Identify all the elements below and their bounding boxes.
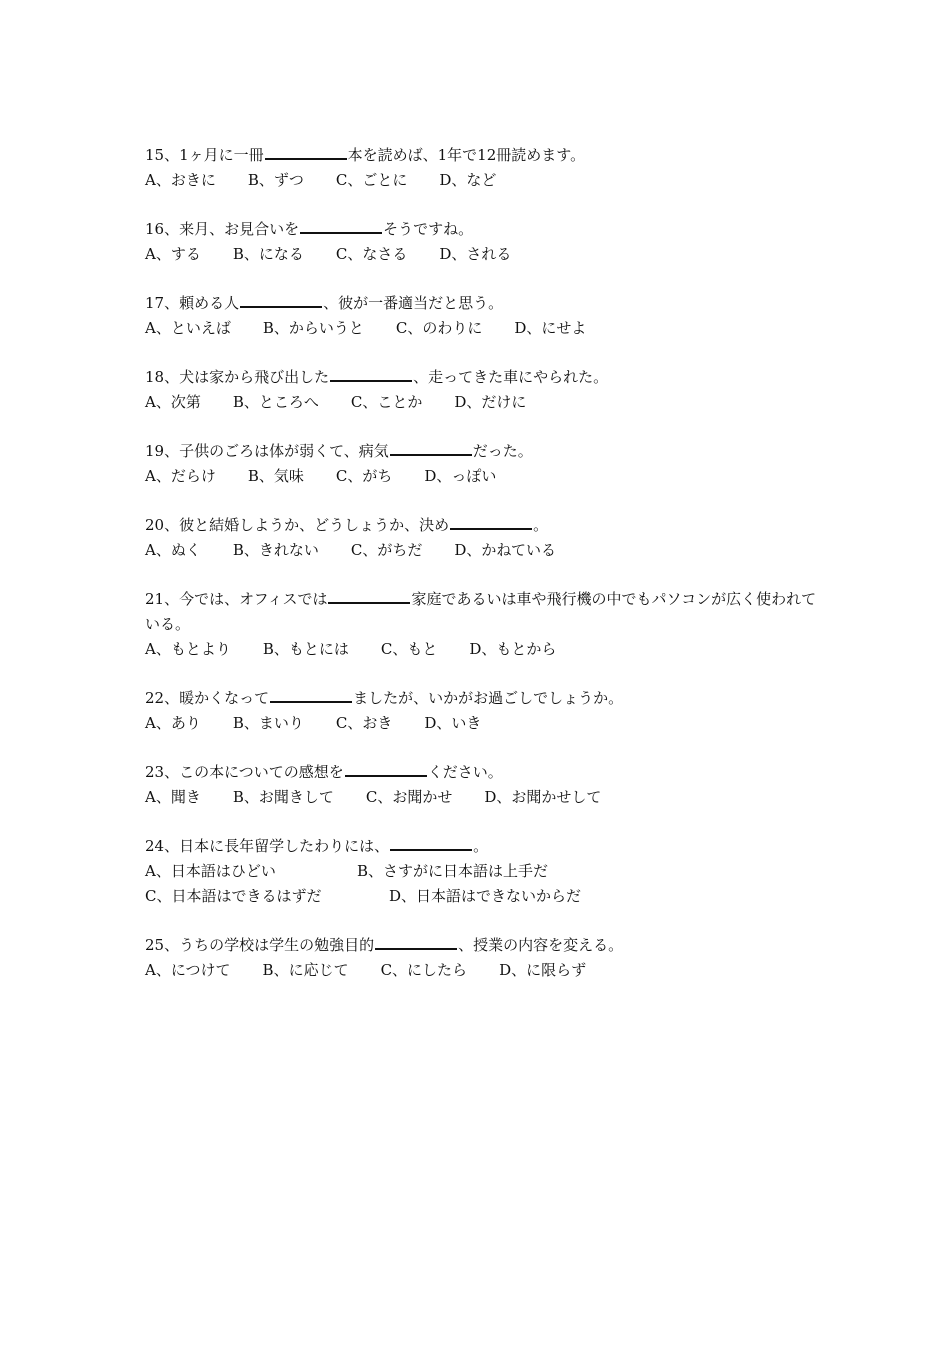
option-b: B、きれない xyxy=(232,541,319,559)
question-stem xyxy=(145,143,825,168)
stem-before: 25、うちの学校は学生の勉強目的 xyxy=(145,936,375,954)
question-stem xyxy=(145,760,825,785)
option-b: B、もとには xyxy=(262,640,349,658)
options-row xyxy=(145,538,825,563)
option-a: A、につけて xyxy=(145,961,231,979)
stem-before: 16、来月、お見合いを xyxy=(145,220,300,238)
answer-blank xyxy=(328,589,410,604)
answer-blank xyxy=(270,688,352,703)
question-stem xyxy=(145,587,825,637)
stem-after: ください。 xyxy=(427,763,503,781)
option-a: A、もとより xyxy=(145,640,231,658)
options-row xyxy=(145,637,825,662)
answer-blank xyxy=(300,219,382,234)
question-stem xyxy=(145,217,825,242)
answer-blank xyxy=(265,145,347,160)
question-stem xyxy=(145,933,825,958)
question-17 xyxy=(145,291,825,341)
stem-before: 24、日本に長年留学したわりには、 xyxy=(145,837,390,855)
question-stem xyxy=(145,439,825,464)
stem-after: 。 xyxy=(473,837,489,855)
option-b: B、気味 xyxy=(247,467,304,485)
question-23 xyxy=(145,760,825,810)
option-a: A、だらけ xyxy=(145,467,216,485)
stem-after: 、授業の内容を変える。 xyxy=(458,936,624,954)
option-c: C、なさる xyxy=(335,245,408,263)
stem-after: だった。 xyxy=(472,442,533,460)
options-row xyxy=(145,859,825,884)
option-c: C、ことか xyxy=(350,393,423,411)
option-a: A、といえば xyxy=(145,319,231,337)
question-25 xyxy=(145,933,825,983)
option-c: C、がち xyxy=(335,467,393,485)
option-d: D、っぽい xyxy=(424,467,497,485)
option-d: D、される xyxy=(439,245,512,263)
option-d: D、もとから xyxy=(469,640,557,658)
question-24 xyxy=(145,834,825,909)
stem-before: 18、犬は家から飛び出した xyxy=(145,368,330,386)
option-c: C、のわりに xyxy=(395,319,483,337)
answer-blank xyxy=(330,367,412,382)
answer-blank xyxy=(345,762,427,777)
stem-after: そうですね。 xyxy=(383,220,474,238)
stem-before: 20、彼と結婚しようか、どうしょうか、決め xyxy=(145,516,450,534)
options-row xyxy=(145,958,825,983)
stem-after: 家庭であるいは車や飛行機の中でもパソコンが広く使われている。 xyxy=(145,590,817,633)
question-15 xyxy=(145,143,825,193)
options-row xyxy=(145,390,825,415)
options-row xyxy=(145,242,825,267)
option-c: C、お聞かせ xyxy=(365,788,453,806)
answer-blank xyxy=(450,515,532,530)
options-row xyxy=(145,711,825,736)
options-row xyxy=(145,464,825,489)
options-row xyxy=(145,316,825,341)
option-a: A、あり xyxy=(145,714,201,732)
stem-after: ましたが、いかがお過ごしでしょうか。 xyxy=(353,689,624,707)
option-d: D、など xyxy=(439,171,497,189)
stem-before: 22、暖かくなって xyxy=(145,689,270,707)
option-a: A、おきに xyxy=(145,171,216,189)
option-c: C、がちだ xyxy=(350,541,423,559)
option-a: A、日本語はひどい xyxy=(145,862,276,880)
stem-after: 本を読めば、1年で12冊読めます。 xyxy=(347,146,586,164)
option-b: B、ずつ xyxy=(247,171,304,189)
options-row xyxy=(145,884,825,909)
option-a: A、次第 xyxy=(145,393,201,411)
option-b: B、さすがに日本語は上手だ xyxy=(357,862,549,880)
stem-before: 21、今では、オフィスでは xyxy=(145,590,328,608)
option-c: C、にしたら xyxy=(380,961,468,979)
option-c: C、もと xyxy=(380,640,438,658)
stem-after: 、彼が一番適当だと思う。 xyxy=(323,294,504,312)
answer-blank xyxy=(390,836,472,851)
option-c: C、日本語はできるはずだ xyxy=(145,887,322,905)
question-22 xyxy=(145,686,825,736)
option-d: D、いき xyxy=(424,714,482,732)
stem-before: 17、頼める人 xyxy=(145,294,240,312)
option-b: B、ところへ xyxy=(232,393,319,411)
option-c: C、ごとに xyxy=(335,171,408,189)
options-row xyxy=(145,785,825,810)
answer-blank xyxy=(240,293,322,308)
question-21 xyxy=(145,587,825,662)
option-b: B、からいうと xyxy=(262,319,364,337)
option-d: D、お聞かせして xyxy=(484,788,602,806)
stem-before: 19、子供のごろは体が弱くて、病気 xyxy=(145,442,389,460)
option-c: C、おき xyxy=(335,714,393,732)
question-20 xyxy=(145,513,825,563)
stem-after: 。 xyxy=(533,516,549,534)
stem-before: 23、この本についての感想を xyxy=(145,763,344,781)
stem-before: 15、1ヶ月に一冊 xyxy=(145,146,264,164)
option-b: B、に応じて xyxy=(262,961,349,979)
option-d: D、かねている xyxy=(454,541,557,559)
option-a: A、する xyxy=(145,245,201,263)
option-b: B、お聞きして xyxy=(232,788,334,806)
answer-blank xyxy=(390,441,472,456)
option-d: D、に限らず xyxy=(499,961,587,979)
option-d: D、にせよ xyxy=(514,319,587,337)
answer-blank xyxy=(375,935,457,950)
question-stem xyxy=(145,686,825,711)
question-stem xyxy=(145,513,825,538)
option-b: B、まいり xyxy=(232,714,304,732)
stem-after: 、走ってきた車にやられた。 xyxy=(413,368,609,386)
question-stem xyxy=(145,834,825,859)
option-a: A、ぬく xyxy=(145,541,201,559)
option-b: B、になる xyxy=(232,245,304,263)
option-d: D、だけに xyxy=(454,393,527,411)
question-19 xyxy=(145,439,825,489)
question-stem xyxy=(145,365,825,390)
question-16 xyxy=(145,217,825,267)
question-stem xyxy=(145,291,825,316)
option-d: D、日本語はできないからだ xyxy=(389,887,582,905)
option-a: A、聞き xyxy=(145,788,201,806)
options-row xyxy=(145,168,825,193)
question-18 xyxy=(145,365,825,415)
question-list xyxy=(145,143,825,1007)
